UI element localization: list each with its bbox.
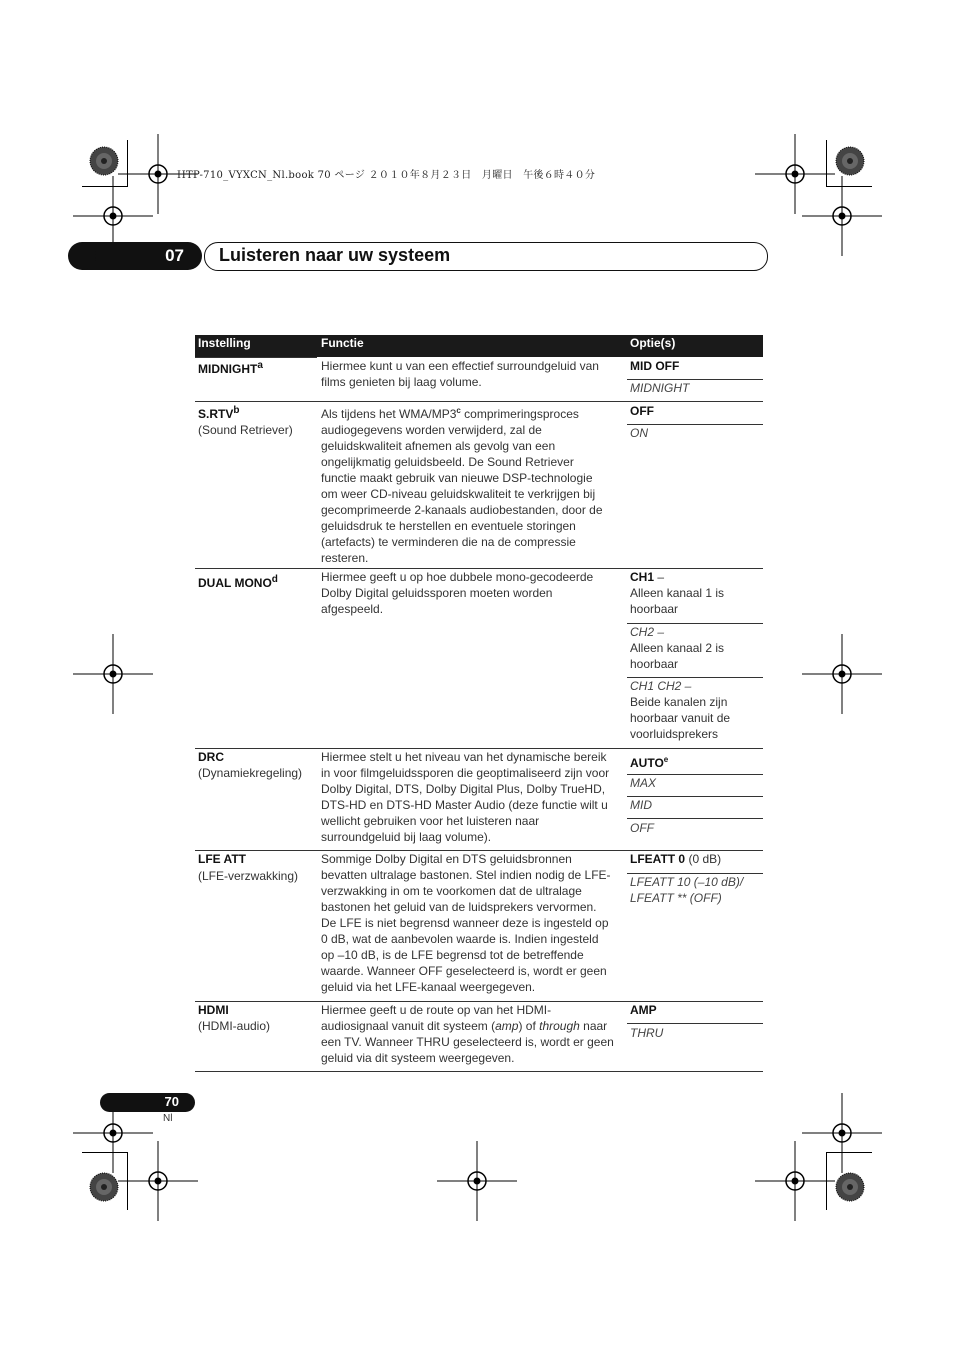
- option-drc-off: OFF: [630, 821, 654, 835]
- option-thru: THRU: [630, 1026, 664, 1040]
- option-mid-off: MID OFF: [630, 359, 680, 373]
- trim-mark: [826, 1152, 827, 1210]
- chapter-number-badge: [82, 242, 202, 270]
- option-mid: MID: [630, 798, 652, 812]
- option-off: OFF: [630, 404, 654, 418]
- registration-crosshair-icon: [73, 634, 153, 714]
- registration-crosshair-icon: [437, 1141, 517, 1221]
- option-amp: AMP: [630, 1003, 657, 1017]
- setting-hdmi: HDMI (HDMI-audio): [198, 1003, 271, 1033]
- trim-mark: [82, 1152, 128, 1153]
- option-auto: AUTO$^e$: [630, 755, 669, 770]
- page-number: 70: [164, 1094, 179, 1109]
- option-lfeatt-0: LFEATT 0 (0 dB): [630, 852, 722, 866]
- setting-drc: DRC (Dynamiekregeling): [198, 750, 303, 780]
- starburst-icon: [835, 146, 865, 176]
- registration-crosshair-icon: [755, 1141, 835, 1221]
- function-lfe-att: Sommige Dolby Digital en DTS geluidsbronnen bevatten ultralage bastonen. Stel indien nodig de LFE- verzwakking in om te voorkomen dat de ultralage bastonen het geluid van de luidsprekers vervormen. De LFE is niet begrensd wanneer deze is ingesteld op 0 dB, wat de aanbevolen waarde is. Indien ingesteld op –10 dB, is de LFE begrensd tot de betreffende waarde. Wanneer OFF geselecteerd is, wordt er geen geluid via het LFE-kanaal weergegeven.: [321, 852, 611, 994]
- function-midnight: Hiermee kunt u van een effectief surroundgeluid van films genieten bij laag volume.: [321, 359, 599, 389]
- registration-crosshair-icon: [118, 1141, 198, 1221]
- page-number-badge: [100, 1093, 195, 1112]
- option-ch2: CH2 – Alleen kanaal 2 is hoorbaar: [630, 625, 725, 671]
- option-max: MAX: [630, 776, 657, 790]
- function-srtv: Als tijdens het WMA/MP3$^c$ comprimeringsproces audiogegevens worden verwijderd, zal de geluidskwaliteit afnemen als gevolg van een ongelijkmatig geluidsbeeld. De Sound Retriever functie maakt gebruik van nieuwe DSP-technologie om weer CD-niveau geluidskwaliteit te verkrijgen bij gecomprimeerde 2-kanaals audiobestanden, door de geluidsdruk te herstellen en eventuele storingen (artefacts) te verminderen die na de compressie resteren.: [321, 406, 603, 565]
- option-ch1-ch2: CH1 CH2 – Beide kanalen zijn hoorbaar vanuit de voorluidsprekers: [630, 679, 731, 741]
- trim-mark: [127, 140, 128, 187]
- trim-mark: [82, 186, 128, 187]
- trim-mark: [127, 1152, 128, 1210]
- header-options: Optie(s): [630, 336, 676, 350]
- registration-crosshair-icon: [802, 176, 882, 256]
- option-midnight: MIDNIGHT: [630, 381, 690, 395]
- starburst-icon: [89, 146, 119, 176]
- book-file-header: HTP-710_VYXCN_Nl.book 70 ページ ２０１０年８月２３日 月曜日 午後６時４０分: [177, 170, 596, 181]
- starburst-icon: [89, 1172, 119, 1202]
- starburst-icon: [835, 1172, 865, 1202]
- page-language: Nl: [163, 1113, 173, 1124]
- setting-dual-mono: DUAL MONO$^d$: [198, 574, 278, 590]
- header-function: Functie: [321, 336, 364, 350]
- trim-mark: [826, 140, 827, 187]
- setting-srtv: S.RTV$^b$ (Sound Retriever): [198, 405, 293, 437]
- trim-mark: [826, 186, 872, 187]
- registration-crosshair-icon: [802, 634, 882, 714]
- trim-mark: [826, 1152, 872, 1153]
- setting-midnight: MIDNIGHT$^a$: [198, 360, 263, 376]
- table-header: [195, 335, 763, 357]
- option-on: ON: [630, 426, 648, 440]
- chapter-number: 07: [165, 246, 184, 265]
- function-drc: Hiermee stelt u het niveau van het dynamische bereik in voor filmgeluidssporen die geoptimaliseerd zijn voor Dolby Digital, DTS, Dolby Digital Plus, Dolby TrueHD, DTS-HD en DTS-HD Master Audio (deze functie wilt u wellicht gebruiken voor het luisteren naar surroundgeluid bij laag volume).: [321, 750, 610, 844]
- setting-lfe-att: LFE ATT (LFE-verzwakking): [198, 852, 299, 883]
- header-setting: Instelling: [198, 336, 251, 350]
- chapter-title-box: [204, 242, 768, 271]
- function-hdmi: Hiermee geeft u de route op van het HDMI- audiosignaal vanuit dit systeem (amp) of through naar een TV. Wanneer THRU geselecteerd is, wordt er geen geluid via dit systeem weergegeven.: [321, 1003, 614, 1065]
- option-lfeatt-10-off: LFEATT 10 (–10 dB)/ LFEATT ** (OFF): [630, 875, 744, 905]
- option-ch1: CH1 – Alleen kanaal 1 is hoorbaar: [630, 570, 725, 616]
- function-dual-mono: Hiermee geeft u op hoe dubbele mono-gecodeerde Dolby Digital geluidssporen moeten worden afgespeeld.: [321, 570, 594, 616]
- chapter-title: Luisteren naar uw systeem: [219, 245, 451, 265]
